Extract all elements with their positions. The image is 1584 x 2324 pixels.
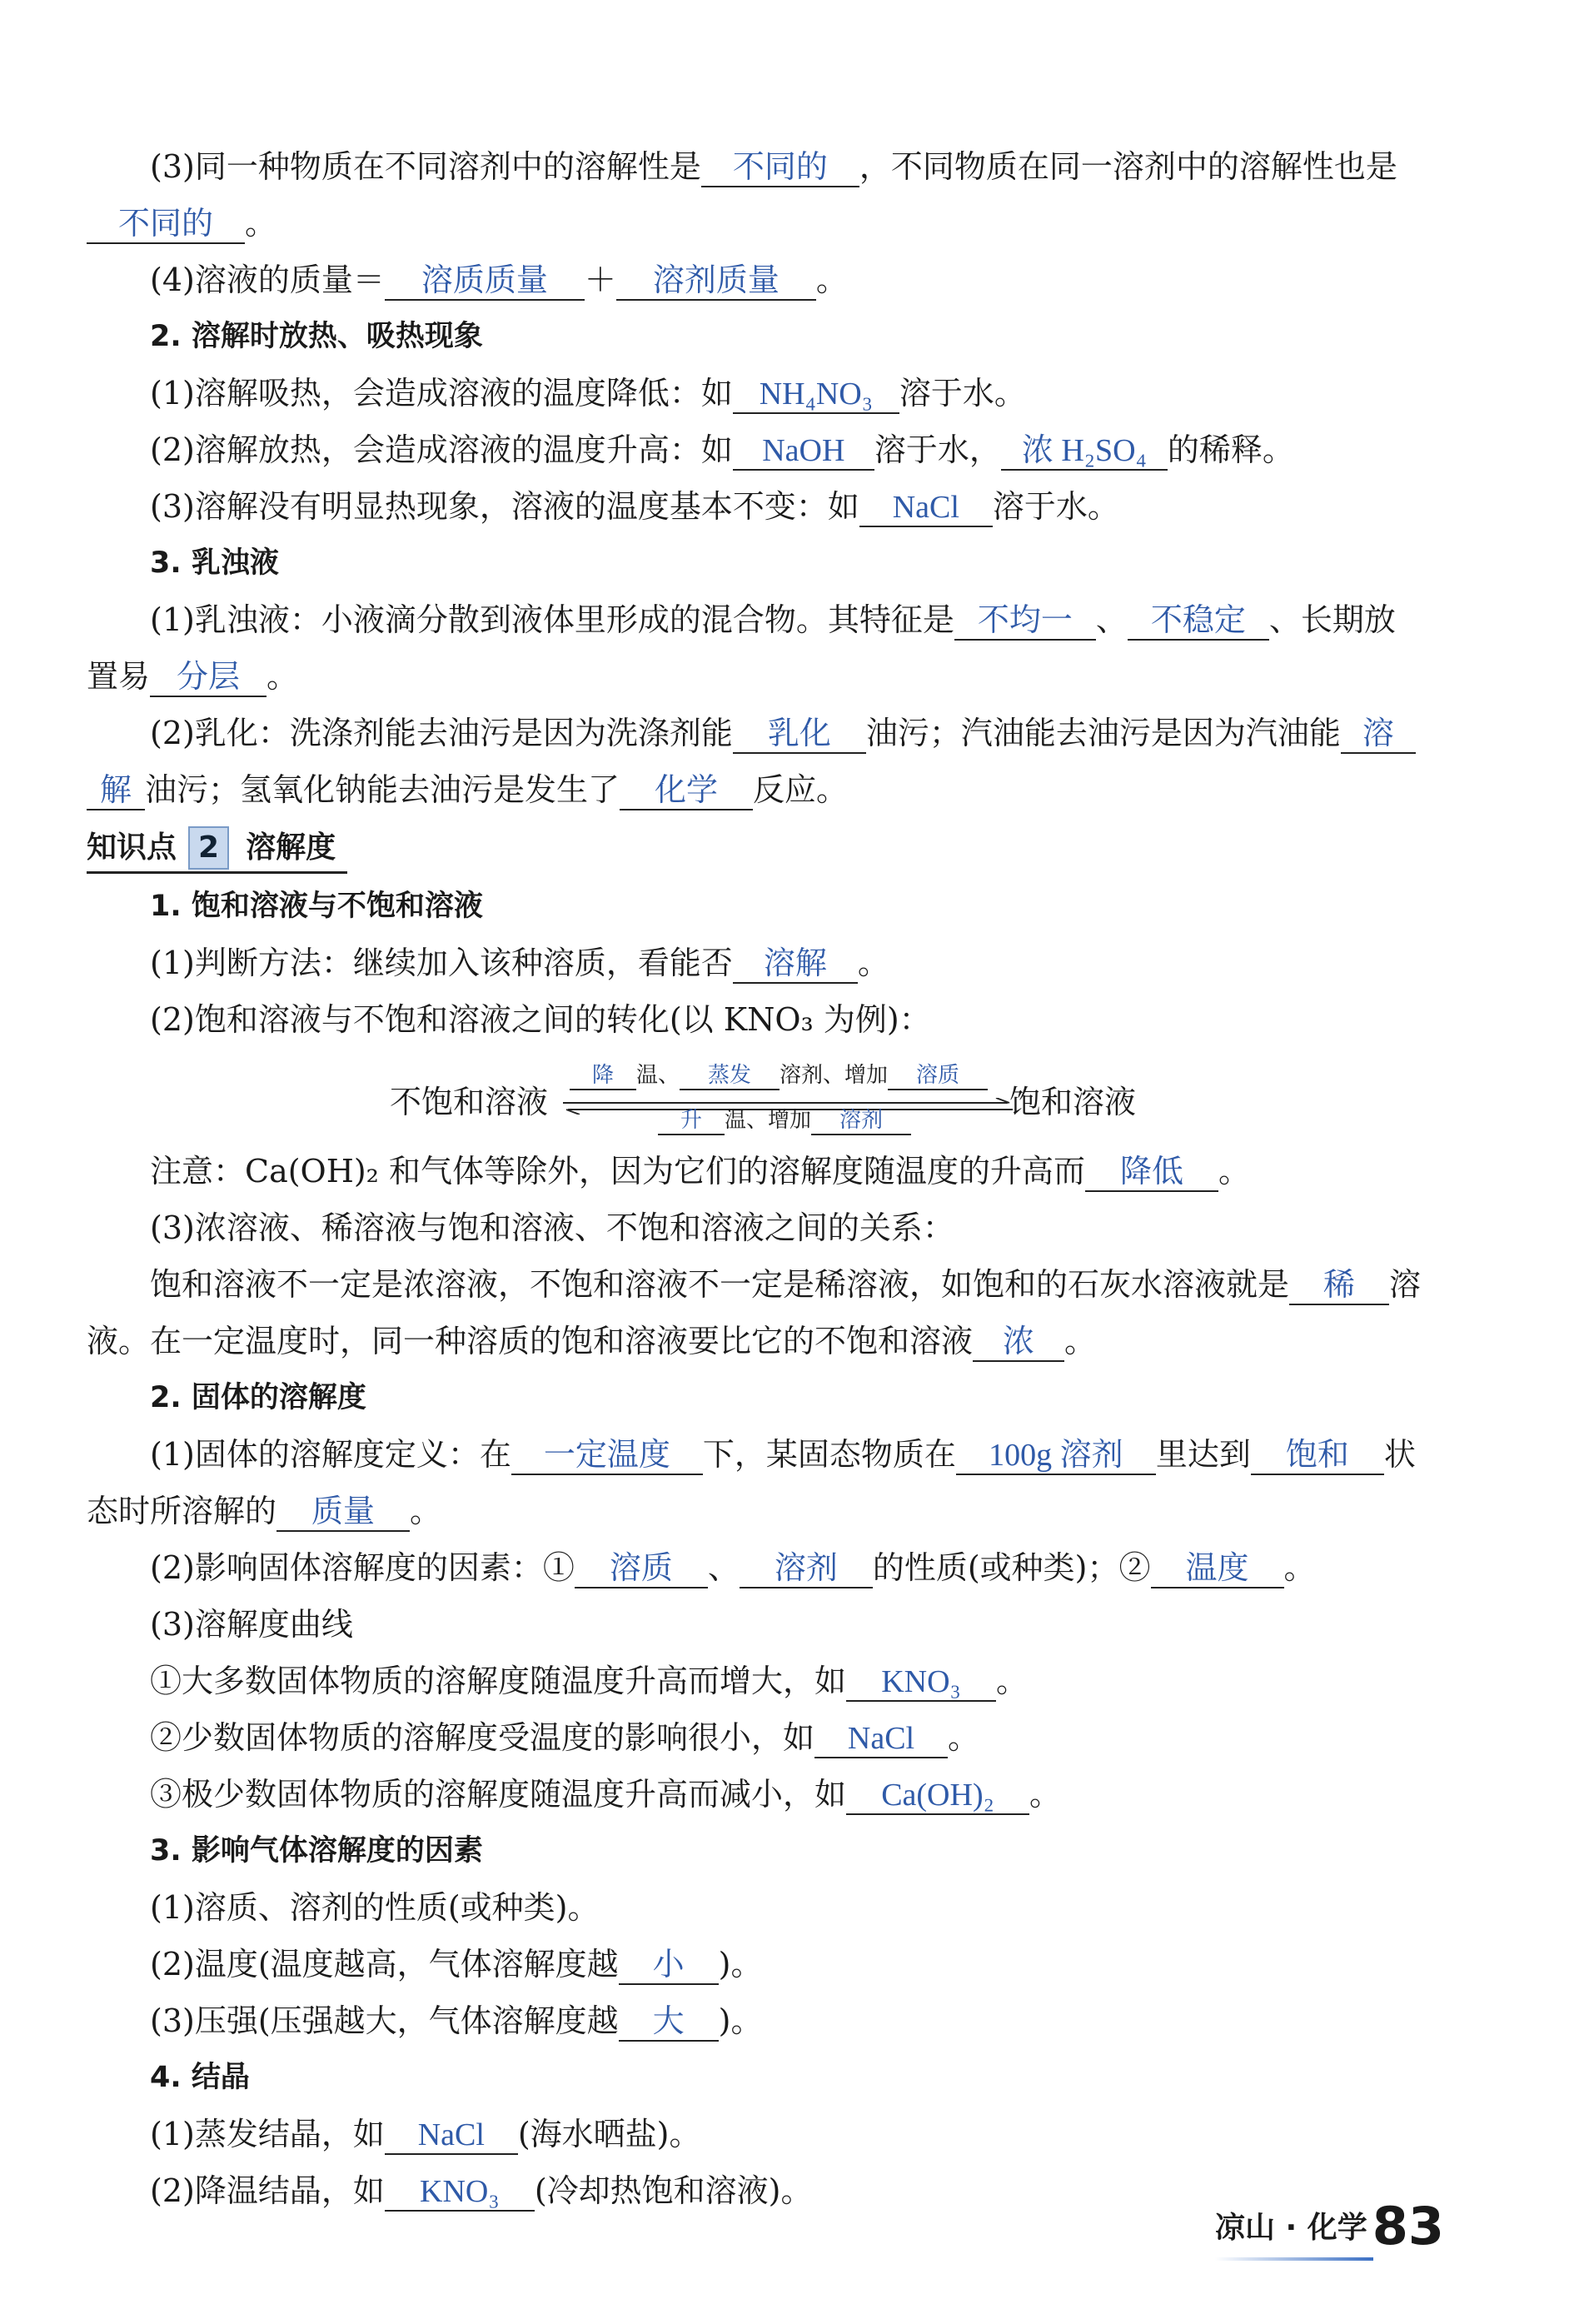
text: 的稀释。 [1167, 431, 1294, 468]
text: ①大多数固体物质的溶解度随温度升高而增大，如 [150, 1663, 847, 1699]
line: (3)溶解度曲线 [150, 1606, 353, 1643]
answer-blank: 质量 [276, 1494, 410, 1532]
answer-blank: 100g 溶剂 [956, 1437, 1156, 1475]
section-heading: 4. 结晶 [150, 2061, 250, 2094]
text: 。 [266, 658, 299, 695]
text: 饱和溶液不一定是浓溶液，不饱和溶液不一定是稀溶液，如饱和的石灰水溶液就是 [150, 1266, 1290, 1303]
text: 。 [410, 1493, 442, 1529]
text: (冷却热饱和溶液)。 [534, 2172, 813, 2209]
region-subject-label: 凉山 · 化学 [1214, 2211, 1367, 2245]
text: (1)溶解吸热，会造成溶液的温度降低：如 [150, 375, 733, 411]
line [0, 1658, 1584, 1704]
text: 。 [1029, 1776, 1062, 1813]
line [0, 940, 1584, 986]
text: 、 [707, 1549, 740, 1586]
kp-number: 2 [188, 826, 229, 870]
answer-blank: 溶质 [575, 1550, 708, 1588]
text: 反应。 [753, 771, 849, 808]
line [0, 257, 1584, 303]
section-heading: 2. 溶解时放热、吸热现象 [150, 320, 483, 353]
line [0, 1261, 1584, 1308]
answer-blank: 浓 [973, 1324, 1064, 1362]
text: 。 [1283, 1549, 1316, 1586]
answer-blank: NaCl [859, 489, 993, 527]
text: (2)溶解放热，会造成溶液的温度升高：如 [150, 431, 733, 468]
answer-blank: 溶剂 [811, 1103, 911, 1135]
page-number: 83 [1372, 2196, 1444, 2257]
line [0, 1771, 1584, 1818]
text: (2)影响固体溶解度的因素：① [150, 1549, 575, 1586]
answer-blank: 降 [570, 1058, 636, 1090]
section-heading: 3. 影响气体溶解度的因素 [150, 1834, 483, 1868]
text: 液。在一定温度时，同一种溶质的饱和溶液要比它的不饱和溶液 [87, 1323, 974, 1359]
reverse-condition [658, 1103, 911, 1135]
line [0, 1941, 1584, 1987]
text: ②少数固体物质的溶解度受温度的影响很小，如 [150, 1719, 815, 1756]
line [0, 2111, 1584, 2157]
knowledge-point-heading [87, 825, 347, 874]
answer-blank: 降低 [1085, 1154, 1218, 1192]
line [0, 596, 1584, 643]
answer-blank: 分层 [150, 659, 266, 697]
text: (3)同一种物质在不同溶剂中的溶解性是 [150, 148, 701, 185]
answer-blank: 解 [87, 772, 145, 810]
text: (2)降温结晶，如 [150, 2172, 385, 2209]
line [0, 483, 1584, 530]
text: 态时所溶解的 [87, 1493, 277, 1529]
line [0, 1714, 1584, 1761]
line [0, 710, 1584, 756]
forward-condition [570, 1058, 988, 1090]
text: 状 [1383, 1436, 1416, 1473]
line [0, 1148, 1584, 1194]
conversion-diagram [0, 1058, 1584, 1158]
answer-blank: KNO₃ [385, 2173, 535, 2212]
answer-blank: 浓 H₂SO₄ [1001, 432, 1168, 471]
answer-blank: 一定温度 [511, 1437, 703, 1475]
answer-blank: 小 [619, 1947, 719, 1985]
line: (1)溶质、溶剂的性质(或种类)。 [150, 1889, 600, 1926]
text: )。 [718, 1946, 763, 1982]
text: 溶 [1389, 1266, 1422, 1303]
text: ③极少数固体物质的溶解度随温度升高而减小，如 [150, 1776, 847, 1813]
text: 下，某固态物质在 [702, 1436, 956, 1473]
answer-blank: 稀 [1289, 1267, 1389, 1305]
answer-blank: 化学 [620, 772, 753, 810]
saturated-label: 饱和溶液 [1009, 1084, 1137, 1120]
text: 。 [245, 205, 277, 242]
kp-title: 溶解度 [246, 830, 336, 865]
answer-blank: 溶剂质量 [616, 262, 816, 301]
answer-blank: Ca(OH)₂ [846, 1777, 1029, 1815]
answer-blank: NaCl [385, 2117, 518, 2155]
text: 温、 [636, 1063, 680, 1088]
line [0, 1544, 1584, 1591]
answer-blank: NH₄NO₃ [733, 376, 899, 414]
line [0, 1488, 1584, 1534]
answer-blank: 溶 [1341, 716, 1416, 754]
text: (1)判断方法：继续加入该种溶质，看能否 [150, 945, 733, 981]
text: 溶剂、增加 [780, 1063, 889, 1088]
text: 里达到 [1155, 1436, 1251, 1473]
answer-blank: NaCl [814, 1720, 948, 1758]
text: ＋ [584, 262, 616, 298]
text: 。 [1064, 1323, 1097, 1359]
line [0, 1431, 1584, 1478]
text: (3)溶解没有明显热现象，溶液的温度基本不变：如 [150, 488, 859, 525]
footer-accent-bar [1215, 2257, 1373, 2261]
text: (4)溶液的质量＝ [150, 262, 385, 298]
line [0, 653, 1584, 700]
answer-blank: 溶解 [733, 945, 858, 984]
text: (1)固体的溶解度定义：在 [150, 1436, 511, 1473]
section-heading: 2. 固体的溶解度 [150, 1381, 366, 1414]
section-heading: 3. 乳浊液 [150, 546, 279, 580]
answer-blank: 饱和 [1251, 1437, 1384, 1475]
text: (2)乳化：洗涤剂能去油污是因为洗涤剂能 [150, 715, 733, 751]
line: (3)浓溶液、稀溶液与饱和溶液、不饱和溶液之间的关系： [150, 1209, 954, 1246]
text: 。 [857, 945, 889, 981]
answer-blank: 不同的 [701, 149, 859, 187]
answer-blank: 溶质质量 [385, 262, 585, 301]
line [0, 766, 1584, 813]
text: (1)乳浊液：小液滴分散到液体里形成的混合物。其特征是 [150, 601, 954, 638]
line: (2)饱和溶液与不饱和溶液之间的转化(以 KNO₃ 为例)： [150, 1001, 931, 1038]
text: 。 [948, 1719, 980, 1756]
answer-blank: 温度 [1151, 1550, 1284, 1588]
answer-blank: KNO₃ [846, 1663, 996, 1702]
text: 溶于水。 [899, 375, 1026, 411]
answer-blank: 不均一 [954, 602, 1096, 641]
text: 注意：Ca(OH)₂ 和气体等除外，因为它们的溶解度随温度的升高而 [150, 1153, 1085, 1189]
page-footer [1215, 2196, 1444, 2257]
text: (海水晒盐)。 [517, 2116, 701, 2152]
text: )。 [718, 2002, 763, 2039]
line [0, 1997, 1584, 2044]
text: 。 [996, 1663, 1029, 1699]
text: 油污；汽油能去油污是因为汽油能 [865, 715, 1341, 751]
text: 置易 [87, 658, 151, 695]
text: 的性质(或种类)；② [872, 1549, 1151, 1586]
line [0, 370, 1584, 416]
line [0, 426, 1584, 473]
section-heading: 1. 饱和溶液与不饱和溶液 [150, 890, 483, 923]
text: ，不同物质在同一溶剂中的溶解性也是 [859, 148, 1397, 185]
answer-blank: 乳化 [733, 716, 866, 754]
answer-blank: 不同的 [87, 206, 245, 244]
answer-blank: 不稳定 [1128, 602, 1269, 641]
line [0, 1318, 1584, 1364]
text: 溶于水， [874, 431, 1001, 468]
text: (3)压强(压强越大，气体溶解度越 [150, 2002, 619, 2039]
answer-blank: 大 [619, 2003, 719, 2042]
line [0, 200, 1584, 247]
answer-blank: NaOH [733, 432, 874, 471]
text: 温、增加 [725, 1108, 812, 1133]
text: (2)温度(温度越高，气体溶解度越 [150, 1946, 619, 1982]
line [0, 143, 1584, 190]
unsaturated-label: 不饱和溶液 [390, 1084, 549, 1120]
text: 溶于水。 [992, 488, 1119, 525]
text: 、 [1095, 601, 1128, 638]
text: 、长期放 [1268, 601, 1396, 638]
text: 。 [1218, 1153, 1251, 1189]
text: 。 [815, 262, 848, 298]
answer-blank: 溶质 [888, 1058, 988, 1090]
text: 油污；氢氧化钠能去油污是发生了 [145, 771, 620, 808]
answer-blank: 蒸发 [680, 1058, 780, 1090]
text: (1)蒸发结晶，如 [150, 2116, 385, 2152]
answer-blank: 升 [658, 1103, 725, 1135]
kp-label: 知识点 [87, 830, 177, 865]
answer-blank: 溶剂 [740, 1550, 873, 1588]
